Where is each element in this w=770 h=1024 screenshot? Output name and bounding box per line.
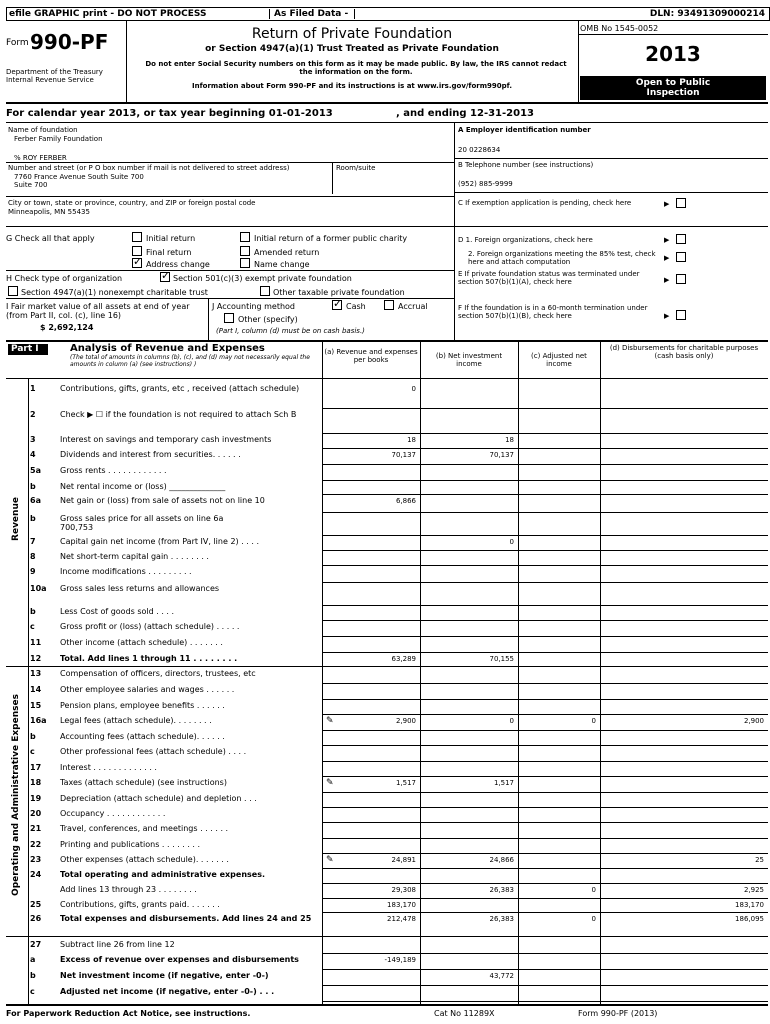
- line-number: 16a: [30, 716, 47, 725]
- line-number: b: [30, 971, 36, 980]
- calendar-ending: , and ending 12-31-2013: [396, 108, 534, 119]
- line-description: Other income (attach schedule) . . . . . . .: [60, 638, 223, 647]
- line-description: Gross sales price for all assets on line 6a 700,753: [60, 514, 224, 532]
- j-note: (Part I, column (d) must be on cash basis.): [216, 327, 365, 335]
- phone-value[interactable]: (952) 885-9999: [458, 180, 513, 188]
- col-b-value[interactable]: 26,383: [489, 886, 514, 894]
- line-number: b: [30, 514, 36, 523]
- dept-treasury: Department of the Treasury Internal Revenue Service: [6, 68, 103, 84]
- notice-ssn: Do not enter Social Security numbers on this form as it may be made public. By law, the IRS cannot redact the information on the form.: [145, 60, 567, 76]
- line-description: Legal fees (attach schedule). . . . . . . .: [60, 716, 212, 725]
- exemption-pending-label: C If exemption application is pending, check here: [458, 199, 632, 207]
- col-a-value[interactable]: 29,308: [391, 886, 416, 894]
- col-b-value[interactable]: 18: [505, 436, 514, 444]
- room-label: Room/suite: [336, 164, 376, 172]
- col-d-header: (d) Disbursements for charitable purposes (cash basis only): [609, 344, 759, 360]
- col-a-header: (a) Revenue and expenses per books: [324, 348, 418, 364]
- line-number: 25: [30, 900, 42, 909]
- line-number: b: [30, 732, 36, 741]
- line-description: Net investment income (if negative, enter -0-): [60, 971, 269, 980]
- col-b-value[interactable]: 70,155: [489, 655, 514, 663]
- g-label: G Check all that apply: [6, 234, 95, 243]
- name-change-label: Name change: [254, 260, 310, 269]
- name-label: Name of foundation: [8, 126, 78, 134]
- col-d-value[interactable]: 2,900: [743, 717, 764, 725]
- phone-label: B Telephone number (see instructions): [458, 161, 594, 169]
- col-b-value[interactable]: 43,772: [489, 972, 514, 980]
- footer-paperwork: For Paperwork Reduction Act Notice, see instructions.: [6, 1009, 251, 1018]
- line-description: Add lines 13 through 23 . . . . . . . .: [60, 885, 197, 894]
- col-d-value[interactable]: 2,925: [743, 886, 764, 894]
- e-checkbox[interactable]: [676, 274, 686, 284]
- street-label: Number and street (or P O box number if mail is not delivered to street address): [8, 164, 290, 172]
- i-label: I Fair market value of all assets at end of year (from Part II, col. (c), line 16): [6, 302, 190, 320]
- form-subtitle: or Section 4947(a)(1) Trust Treated as Private Foundation: [205, 44, 499, 54]
- d2-label: 2. Foreign organizations meeting the 85% test, check here and attach computation: [468, 250, 656, 266]
- city-label: City or town, state or province, country, and ZIP or foreign postal code: [8, 199, 256, 207]
- other-taxable-checkbox[interactable]: [260, 286, 270, 296]
- col-c-header: (c) Adjusted net income: [531, 352, 587, 368]
- line-number: 24: [30, 870, 42, 879]
- 4947-checkbox[interactable]: [8, 286, 18, 296]
- line-description: Interest on savings and temporary cash investments: [60, 435, 272, 444]
- line-number: 17: [30, 763, 42, 772]
- line-number: 22: [30, 840, 42, 849]
- line-description: Capital gain net income (from Part IV, line 2) . . . .: [60, 537, 259, 546]
- line-description: Travel, conferences, and meetings . . . . . .: [60, 824, 229, 833]
- line-description: Subtract line 26 from line 12: [60, 940, 175, 949]
- line-description: Adjusted net income (if negative, enter -0-) . . .: [60, 987, 275, 996]
- col-a-value[interactable]: 1,517: [395, 779, 416, 787]
- care-of[interactable]: % ROY FERBER: [14, 154, 67, 162]
- line-number: 11: [30, 638, 42, 647]
- line-description: Other professional fees (attach schedule) . . . .: [60, 747, 247, 756]
- line-number: 15: [30, 701, 42, 710]
- cash-checkbox[interactable]: [332, 300, 342, 310]
- 501c3-checkbox[interactable]: [160, 272, 170, 282]
- line-description: Pension plans, employee benefits . . . . . .: [60, 701, 225, 710]
- e-label: E If private foundation status was terminated under section 507(b)(1)(A), check here: [458, 270, 640, 286]
- col-a-value[interactable]: 183,170: [387, 901, 416, 909]
- line-description: Gross sales less returns and allowances: [60, 584, 220, 593]
- line-number: 13: [30, 669, 42, 678]
- address-change-label: Address change: [146, 260, 210, 269]
- open-inspection: Open to Public Inspection: [635, 78, 711, 98]
- tax-year: 2013: [645, 42, 701, 66]
- attachment-icon[interactable]: ✎: [326, 778, 334, 788]
- col-c-value[interactable]: 0: [591, 886, 596, 894]
- amended-return-checkbox[interactable]: [240, 246, 250, 256]
- accrual-label: Accrual: [398, 302, 428, 311]
- attachment-icon[interactable]: ✎: [326, 716, 334, 726]
- line-number: 2: [30, 410, 36, 419]
- line-description: Contributions, gifts, grants, etc , received (attach schedule): [60, 384, 300, 393]
- line-number: 5a: [30, 466, 41, 475]
- col-a-value[interactable]: 70,137: [391, 451, 416, 459]
- line-number: 21: [30, 824, 42, 833]
- initial-return-label: Initial return: [146, 234, 196, 243]
- other-taxable-label: Other taxable private foundation: [273, 288, 405, 297]
- line-number: 27: [30, 940, 42, 949]
- foundation-name[interactable]: Ferber Family Foundation: [14, 135, 103, 143]
- col-b-value[interactable]: 0: [509, 538, 514, 546]
- calendar-year: For calendar year 2013, or tax year beginning 01-01-2013: [6, 108, 333, 119]
- col-a-value[interactable]: 0: [411, 385, 416, 393]
- form-number: 990-PF: [30, 30, 109, 54]
- j-label: J Accounting method: [212, 302, 296, 311]
- address-change-checkbox[interactable]: [132, 258, 142, 268]
- col-a-value[interactable]: 24,891: [391, 856, 416, 864]
- exemption-pending-checkbox[interactable]: [676, 198, 686, 208]
- arrow-icon: ▶: [664, 200, 670, 208]
- attachment-icon[interactable]: ✎: [326, 855, 334, 865]
- line-number: 6a: [30, 496, 41, 505]
- col-c-value[interactable]: 0: [591, 915, 596, 923]
- banner-asfiled: As Filed Data -: [269, 9, 355, 19]
- line-number: 3: [30, 435, 36, 444]
- line-number: 18: [30, 778, 42, 787]
- form-word: Form: [6, 38, 29, 48]
- amended-return-label: Amended return: [254, 248, 320, 257]
- col-a-value[interactable]: 212,478: [387, 915, 416, 923]
- expenses-label: Operating and Administrative Expenses: [11, 694, 21, 896]
- line-description: Total operating and administrative expenses.: [60, 870, 265, 879]
- col-d-value[interactable]: 25: [755, 856, 764, 864]
- col-a-value[interactable]: 6,866: [395, 497, 416, 505]
- col-a-value[interactable]: -149,189: [384, 956, 416, 964]
- footer-cat: Cat No 11289X: [434, 1009, 495, 1018]
- footer-form: Form 990-PF (2013): [578, 1009, 658, 1018]
- line-description: Net short-term capital gain . . . . . . . .: [60, 552, 209, 561]
- col-b-value[interactable]: 1,517: [493, 779, 514, 787]
- line-description: Contributions, gifts, grants paid. . . . . . .: [60, 900, 220, 909]
- col-b-value[interactable]: 26,383: [489, 915, 514, 923]
- banner-dln: DLN: 93491309000214: [649, 9, 765, 19]
- arrow-icon: ▶: [664, 236, 670, 244]
- line-description: Accounting fees (attach schedule). . . . . .: [60, 732, 225, 741]
- cash-label: Cash: [346, 302, 366, 311]
- part1-subtitle: (The total of amounts in columns (b), (c), and (d) may not necessarily equal the amounts in column (a) (see instructions) ): [70, 354, 310, 368]
- line-number: 7: [30, 537, 36, 546]
- col-d-value[interactable]: 186,095: [735, 915, 764, 923]
- line-number: 20: [30, 809, 42, 818]
- line-description: Net gain or (loss) from sale of assets not on line 10: [60, 496, 265, 505]
- 4947-label: Section 4947(a)(1) nonexempt charitable trust: [21, 288, 208, 297]
- line-description: Total expenses and disbursements. Add lines 24 and 25: [60, 914, 312, 923]
- line-description: Depreciation (attach schedule) and depletion . . .: [60, 794, 257, 803]
- d1-checkbox[interactable]: [676, 234, 686, 244]
- line-description: Gross rents . . . . . . . . . . . .: [60, 466, 167, 475]
- top-banner: [6, 7, 770, 21]
- d1-label: D 1. Foreign organizations, check here: [458, 236, 593, 244]
- part1-tag: Part I: [11, 344, 39, 354]
- col-c-value[interactable]: 0: [591, 717, 596, 725]
- col-b-value[interactable]: 70,137: [489, 451, 514, 459]
- revenue-label: Revenue: [11, 497, 21, 541]
- line-number: 10a: [30, 584, 47, 593]
- col-b-header: (b) Net investment income: [435, 352, 503, 368]
- part1-title: Analysis of Revenue and Expenses: [70, 343, 265, 354]
- arrow-icon: ▶: [664, 312, 670, 320]
- line-description: Gross profit or (loss) (attach schedule) . . . . .: [60, 622, 240, 631]
- col-a-value[interactable]: 2,900: [395, 717, 416, 725]
- line-description: Total. Add lines 1 through 11 . . . . . . . .: [60, 654, 238, 663]
- h-label: H Check type of organization: [6, 274, 123, 283]
- initial-former-checkbox[interactable]: [240, 232, 250, 242]
- line-number: c: [30, 747, 35, 756]
- initial-return-checkbox[interactable]: [132, 232, 142, 242]
- col-d-value[interactable]: 183,170: [735, 901, 764, 909]
- name-change-checkbox[interactable]: [240, 258, 250, 268]
- banner-efile: efile GRAPHIC print - DO NOT PROCESS: [9, 9, 207, 19]
- line-number: 9: [30, 567, 36, 576]
- line-description: Dividends and interest from securities. . . . . .: [60, 450, 241, 459]
- line-description: Other employee salaries and wages . . . . . .: [60, 685, 235, 694]
- line-description: Occupancy . . . . . . . . . . . .: [60, 809, 166, 818]
- fmv-value[interactable]: $ 2,692,124: [40, 323, 94, 332]
- d2-checkbox[interactable]: [676, 252, 686, 262]
- line-number: 26: [30, 914, 42, 923]
- 501c3-label: Section 501(c)(3) exempt private foundation: [173, 274, 352, 283]
- f-checkbox[interactable]: [676, 310, 686, 320]
- line-description: Interest . . . . . . . . . . . . .: [60, 763, 157, 772]
- col-b-value[interactable]: 24,866: [489, 856, 514, 864]
- line-description: Check ▶ ☐ if the foundation is not required to attach Sch B: [60, 410, 297, 419]
- line-number: 12: [30, 654, 42, 663]
- f-label: F If the foundation is in a 60-month termination under section 507(b)(1)(B), check here: [458, 304, 648, 320]
- omb-number: OMB No 1545-0052: [580, 24, 659, 33]
- ein-value[interactable]: 20 0228634: [458, 146, 501, 154]
- col-a-value[interactable]: 18: [407, 436, 416, 444]
- line-description: Net rental income or (loss) ______________: [60, 482, 226, 491]
- col-b-value[interactable]: 0: [509, 717, 514, 725]
- initial-former-label: Initial return of a former public charity: [254, 234, 408, 243]
- line-description: Excess of revenue over expenses and disbursements: [60, 955, 299, 964]
- form-header: [6, 20, 768, 104]
- line-description: Printing and publications . . . . . . . .: [60, 840, 201, 849]
- line-description: Less Cost of goods sold . . . .: [60, 607, 175, 616]
- other-method-label: Other (specify): [238, 315, 298, 324]
- line-number: c: [30, 987, 35, 996]
- arrow-icon: ▶: [664, 254, 670, 262]
- line-description: Income modifications . . . . . . . . .: [60, 567, 192, 576]
- line-description: Compensation of officers, directors, trustees, etc: [60, 669, 256, 678]
- street-address[interactable]: 7760 France Avenue South Suite 700 Suite 700: [14, 173, 144, 189]
- city-address[interactable]: Minneapolis, MN 55435: [8, 208, 90, 216]
- arrow-icon: ▶: [664, 276, 670, 284]
- notice-info: Information about Form 990-PF and its instructions is at www.irs.gov/form990pf.: [192, 82, 512, 90]
- line-description: Taxes (attach schedule) (see instructions): [60, 778, 227, 787]
- line-number: b: [30, 607, 36, 616]
- col-a-value[interactable]: 63,289: [391, 655, 416, 663]
- line-number: 19: [30, 794, 42, 803]
- other-method-checkbox[interactable]: [224, 313, 234, 323]
- ein-label: A Employer identification number: [458, 126, 591, 134]
- form-title: Return of Private Foundation: [251, 26, 453, 42]
- line-description: Other expenses (attach schedule). . . . . . .: [60, 855, 229, 864]
- accrual-checkbox[interactable]: [384, 300, 394, 310]
- line-number: c: [30, 622, 35, 631]
- line-number: 14: [30, 685, 42, 694]
- line-number: 23: [30, 855, 42, 864]
- line-number: 4: [30, 450, 36, 459]
- line-number: a: [30, 955, 36, 964]
- line-number: 8: [30, 552, 36, 561]
- final-return-label: Final return: [146, 248, 192, 257]
- line-number: 1: [30, 384, 36, 393]
- line-number: b: [30, 482, 36, 491]
